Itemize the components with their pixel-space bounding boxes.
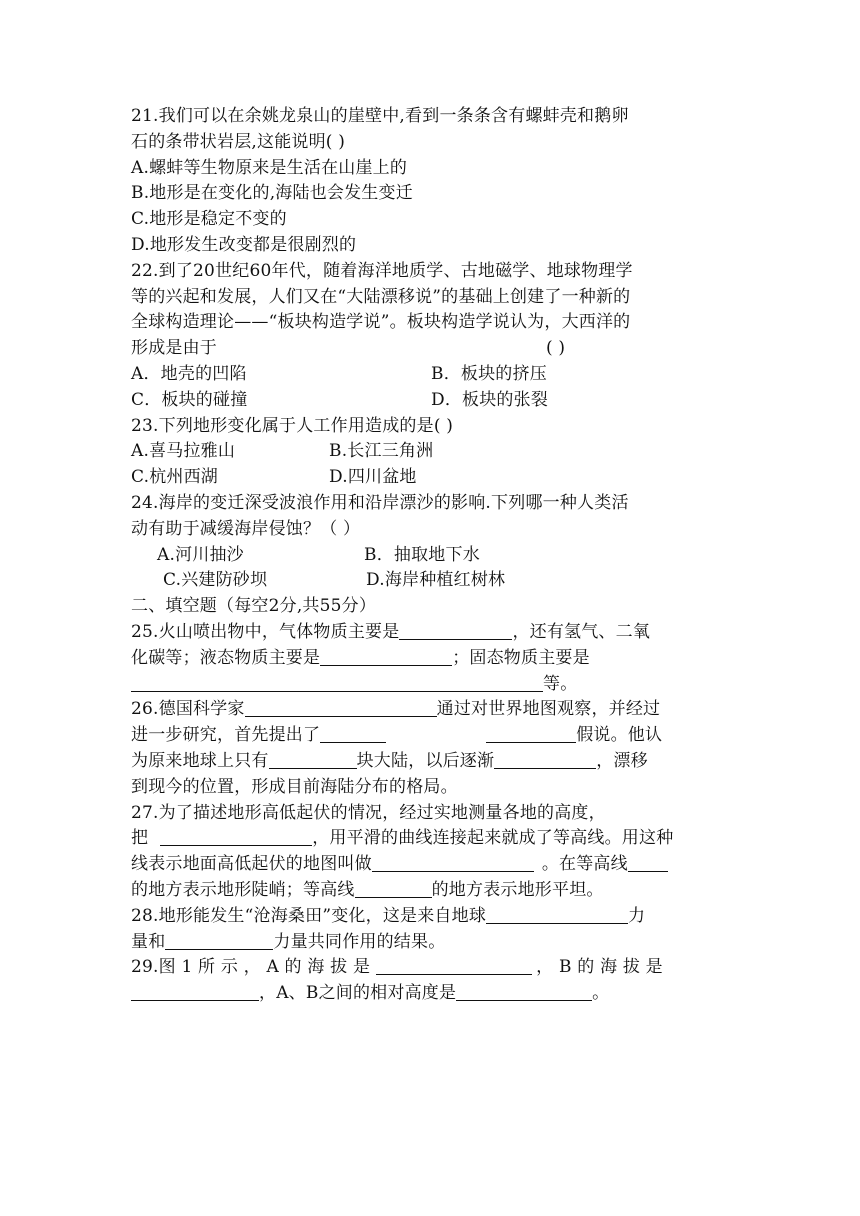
q28-text-1: 28.地形能发生“沧海桑田”变化，这是来自地球 (131, 905, 487, 926)
q26-blank-process[interactable] (494, 750, 596, 769)
q24-option-c: C.兴建防砂坝 (163, 570, 268, 591)
q25-blank-liquid[interactable] (320, 647, 452, 666)
q26-line-3 (131, 749, 731, 775)
q27-blank-dense[interactable] (628, 853, 668, 872)
q24-option-d: D.海岸种植红树林 (366, 570, 506, 591)
q21-option-a: A.螺蚌等生物原来是生活在山崖上的 (131, 157, 408, 178)
q27-line-1: 27.为了描述地形高低起伏的情况，经过实地测量各地的高度， (131, 802, 606, 823)
q22-options-row-1 (131, 362, 731, 388)
q24-stem-line-2: 动有助于减缓海岸侵蚀？（ ） (131, 518, 361, 539)
q25-blank-solid[interactable] (131, 673, 543, 692)
q26-text-4: 假说。他认 (576, 725, 663, 746)
q27-text-7: 的地方表示地形平坦。 (431, 879, 604, 900)
q26-line-2 (131, 723, 731, 749)
q27-line-4 (131, 878, 731, 904)
q28-line-2 (131, 930, 731, 956)
q26-blank-count[interactable] (269, 750, 357, 769)
q22-option-a: A．地壳的凹陷 (131, 363, 247, 384)
q22-option-d: D．板块的张裂 (431, 389, 549, 410)
q27-line-3 (131, 852, 731, 878)
q29-text-4: 。 (592, 983, 610, 1004)
q22-stem-line-2: 等的兴起和发展，人们又在“大陆漂移说”的基础上创建了一种新的 (131, 286, 631, 307)
q22-option-b: B．板块的挤压 (431, 363, 547, 384)
q28-line-1 (131, 904, 731, 930)
question-content (131, 104, 731, 1007)
q28-text-4: 力量共同作用的结果。 (273, 931, 446, 952)
q26-text-6: 块大陆，以后逐渐 (356, 750, 495, 771)
q23-option-a: A.喜马拉雅山 (131, 441, 236, 462)
q29-blank-b-altitude[interactable] (131, 982, 259, 1001)
q26-blank-hypothesis-1[interactable] (320, 724, 386, 743)
q22-stem-line-4 (131, 336, 731, 362)
q29-line-1 (131, 955, 731, 981)
q26-blank-scientist[interactable] (245, 698, 437, 717)
q25-text-1: 25.火山喷出物中，气体物质主要是 (131, 621, 400, 642)
q27-text-6: 的地方表示地形陡峭；等高线 (131, 879, 355, 900)
q25-text-4: ；固态物质主要是 (452, 647, 590, 668)
q25-text-5: 等。 (543, 673, 578, 694)
q24-options-row-2 (131, 568, 731, 594)
q24-option-a: A.河川抽沙 (157, 544, 244, 565)
q21-option-d: D.地形发生改变都是很剧烈的 (131, 234, 357, 255)
q22-options-row-2 (131, 388, 731, 414)
q27-text-2: 把 (131, 828, 149, 849)
q26-text-1: 26.德国科学家 (131, 699, 245, 720)
q26-text-3: 进一步研究，首先提出了 (131, 725, 321, 746)
q28-blank-internal[interactable] (486, 905, 628, 924)
q27-blank-sparse[interactable] (355, 879, 432, 898)
q25-line-1 (131, 620, 731, 646)
q25-blank-gas[interactable] (399, 621, 512, 640)
q25-text-3: 化碳等；液态物质主要是 (131, 647, 321, 668)
q29-text-1: 29.图 1 所 示 ， A 的 海 拔 是 (131, 957, 371, 978)
q21-option-b: B.地形是在变化的,海陆也会发生变迁 (131, 183, 413, 204)
q27-blank-map-name[interactable] (372, 853, 534, 872)
q28-text-2: 力 (628, 905, 646, 926)
q23-options-row-2 (131, 465, 731, 491)
q29-text-2: ， B 的 海 拔 是 (536, 957, 663, 978)
q22-answer-paren: ( ) (546, 338, 566, 359)
q21-option-c: C.地形是稳定不变的 (131, 209, 287, 230)
q28-blank-external[interactable] (165, 931, 273, 950)
q21-stem-line-1: 21.我们可以在余姚龙泉山的崖壁中,看到一条条含有螺蚌壳和鹅卵 (131, 106, 629, 126)
q23-option-b: B.长江三角洲 (329, 441, 434, 462)
q29-text-3: ，A、B之间的相对高度是 (259, 983, 457, 1004)
q27-blank-connect[interactable] (160, 827, 312, 846)
q23-stem: 23.下列地形变化属于人工作用造成的是( ) (131, 415, 454, 436)
q21-stem-line-2: 石的条带状岩层,这能说明( ) (131, 131, 346, 152)
q23-option-c: C.杭州西湖 (131, 467, 219, 488)
q27-text-5: 。在等高线 (541, 854, 628, 875)
q26-blank-hypothesis-2[interactable] (486, 724, 576, 743)
q26-line-4: 到现今的位置，形成目前海陆分布的格局。 (131, 776, 458, 797)
q26-line-1 (131, 697, 731, 723)
q28-text-3: 量和 (131, 931, 166, 952)
q29-blank-relative-height[interactable] (456, 982, 592, 1001)
q22-option-c: C．板块的碰撞 (131, 389, 248, 410)
q29-blank-a-altitude[interactable] (376, 956, 532, 975)
q26-text-2: 通过对世界地图观察，并经过 (436, 699, 661, 720)
q25-line-3 (131, 672, 731, 698)
q25-text-2: ，还有氢气、二氧 (512, 621, 651, 642)
q22-stem-line-1: 22.到了20世纪60年代，随着海洋地质学、古地磁学、地球物理学 (131, 260, 633, 281)
q27-line-2 (131, 826, 731, 852)
q27-text-4: 线表示地面高低起伏的地图叫做 (131, 854, 372, 875)
q26-text-7: ，漂移 (596, 750, 648, 771)
q22-stem-line-3: 全球构造理论——“板块构造学说”。板块构造学说认为，大西洋的 (131, 312, 631, 333)
q24-stem-line-1: 24.海岸的变迁深受波浪作用和沿岸漂沙的影响.下列哪一种人类活 (131, 492, 629, 513)
q24-option-b: B．抽取地下水 (364, 544, 480, 565)
q22-stem-text: 形成是由于 (131, 338, 217, 359)
q23-option-d: D.四川盆地 (329, 467, 417, 488)
q24-options-row-1 (131, 543, 731, 569)
q27-text-3: ，用平滑的曲线连接起来就成了等高线。用这种 (312, 828, 674, 849)
section-2-heading: 二、填空题（每空2分,共55分） (131, 596, 377, 617)
q29-line-2 (131, 981, 731, 1007)
q26-text-5: 为原来地球上只有 (131, 750, 269, 771)
q25-line-2 (131, 646, 731, 672)
q23-options-row-1 (131, 439, 731, 465)
